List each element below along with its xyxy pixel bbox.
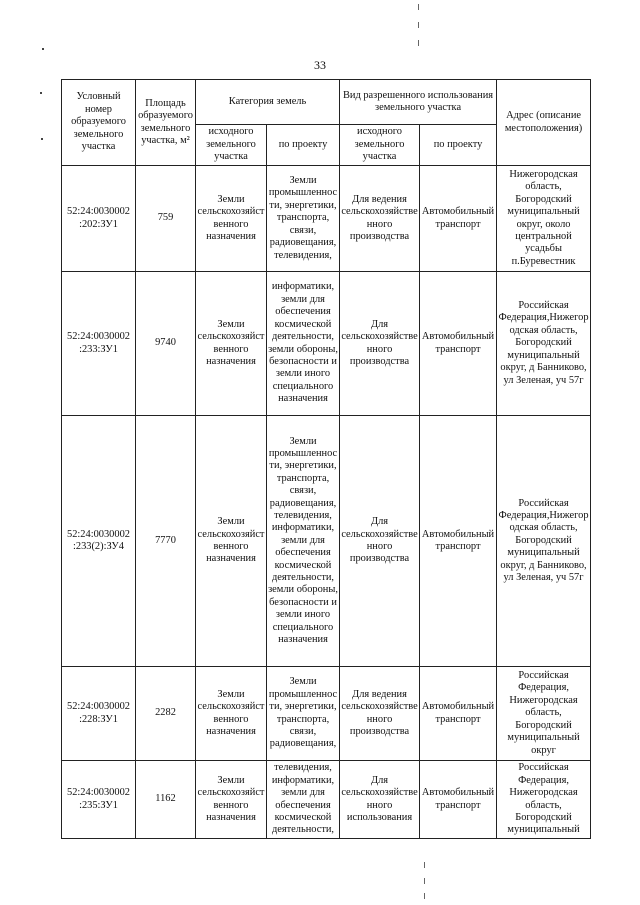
use-source-cell: Для сельскохозяйственного использования <box>340 761 420 839</box>
table-row <box>62 761 591 839</box>
category-project-cell: информатики, земли для обеспечения космической деятельности, земли обороны, безопасности и земли иного специального назначения <box>267 272 340 416</box>
category-source-cell: Земли сельскохозяйственного назначения <box>196 761 267 839</box>
scan-speck <box>41 138 43 140</box>
header-permitted-use: Вид разрешенного использования земельного участка <box>340 80 497 125</box>
address-cell: Российская Федерация, Нижегородская область, Богородский муниципальный округ <box>497 667 591 761</box>
table-row <box>62 667 591 761</box>
use-project-cell: Автомобильный транспорт <box>420 166 497 272</box>
use-source-cell: Для сельскохозяйственного производства <box>340 416 420 667</box>
scan-speck <box>42 48 44 50</box>
category-source-cell: Земли сельскохозяйственного назначения <box>196 166 267 272</box>
category-project-cell: телевидения, информатики, земли для обеспечения космической деятельности, <box>267 761 340 839</box>
table-row <box>62 416 591 667</box>
address-cell: Российская Федерация,Нижегородская область, Богородский муниципальный округ, д Банниково, ул Зеленая, уч 57г <box>497 272 591 416</box>
header-address: Адрес (описание местоположения) <box>497 80 591 166</box>
category-project-cell: Земли промышленности, энергетики, транспорта, связи, радиовещания, телевидения, информатики, земли для обеспечения космической деятельности, земли обороны, безопасности и земли иного специального назначения <box>267 416 340 667</box>
parcel-number-cell: 52:24:0030002 :233(2):ЗУ4 <box>62 416 136 667</box>
address-cell: Российская Федерация,Нижегородская область, Богородский муниципальный округ, д Банниково, ул Зеленая, уч 57г <box>497 416 591 667</box>
land-plots-table <box>61 79 591 839</box>
category-source-cell: Земли сельскохозяйственного назначения <box>196 667 267 761</box>
use-project-cell: Автомобильный транспорт <box>420 667 497 761</box>
header-parcel-number: Условный номер образуемого земельного участка <box>62 80 136 166</box>
header-land-category: Категория земель <box>196 80 340 125</box>
area-cell: 9740 <box>136 272 196 416</box>
scan-dash <box>424 878 425 884</box>
area-cell: 7770 <box>136 416 196 667</box>
scan-dash <box>424 893 425 899</box>
use-source-cell: Для ведения сельскохозяйственного производства <box>340 667 420 761</box>
scan-dash <box>424 862 425 868</box>
address-cell: Нижегородская область, Богородский муниципальный округ, около центральной усадьбы п.Буревестник <box>497 166 591 272</box>
use-project-cell: Автомобильный транспорт <box>420 272 497 416</box>
use-project-cell: Автомобильный транспорт <box>420 761 497 839</box>
header-category-source: исходного земельного участка <box>196 125 267 166</box>
header-area: Площадь образуемого земельного участка, м² <box>136 80 196 166</box>
category-source-cell: Земли сельскохозяйственного назначения <box>196 272 267 416</box>
parcel-number-cell: 52:24:0030002 :228:ЗУ1 <box>62 667 136 761</box>
area-cell: 759 <box>136 166 196 272</box>
category-project-cell: Земли промышленности, энергетики, транспорта, связи, радиовещания, <box>267 667 340 761</box>
scan-dash <box>418 4 419 10</box>
page-number: 33 <box>314 58 326 72</box>
scan-dash <box>418 40 419 46</box>
address-cell: Российская Федерация, Нижегородская область, Богородский муниципальный <box>497 761 591 839</box>
parcel-number-cell: 52:24:0030002 :202:ЗУ1 <box>62 166 136 272</box>
use-source-cell: Для сельскохозяйственного производства <box>340 272 420 416</box>
scan-speck <box>40 92 42 94</box>
use-source-cell: Для ведения сельскохозяйственного производства <box>340 166 420 272</box>
area-cell: 2282 <box>136 667 196 761</box>
header-category-project: по проекту <box>267 125 340 166</box>
area-cell: 1162 <box>136 761 196 839</box>
table-header-row <box>62 80 591 125</box>
category-source-cell: Земли сельскохозяйственного назначения <box>196 416 267 667</box>
parcel-number-cell: 52:24:0030002 :233:ЗУ1 <box>62 272 136 416</box>
table-row <box>62 272 591 416</box>
header-use-project: по проекту <box>420 125 497 166</box>
scan-dash <box>418 22 419 28</box>
header-use-source: исходного земельного участка <box>340 125 420 166</box>
category-project-cell: Земли промышленности, энергетики, транспорта, связи, радиовещания, телевидения, <box>267 166 340 272</box>
table-row <box>62 166 591 272</box>
use-project-cell: Автомобильный транспорт <box>420 416 497 667</box>
parcel-number-cell: 52:24:0030002 :235:ЗУ1 <box>62 761 136 839</box>
